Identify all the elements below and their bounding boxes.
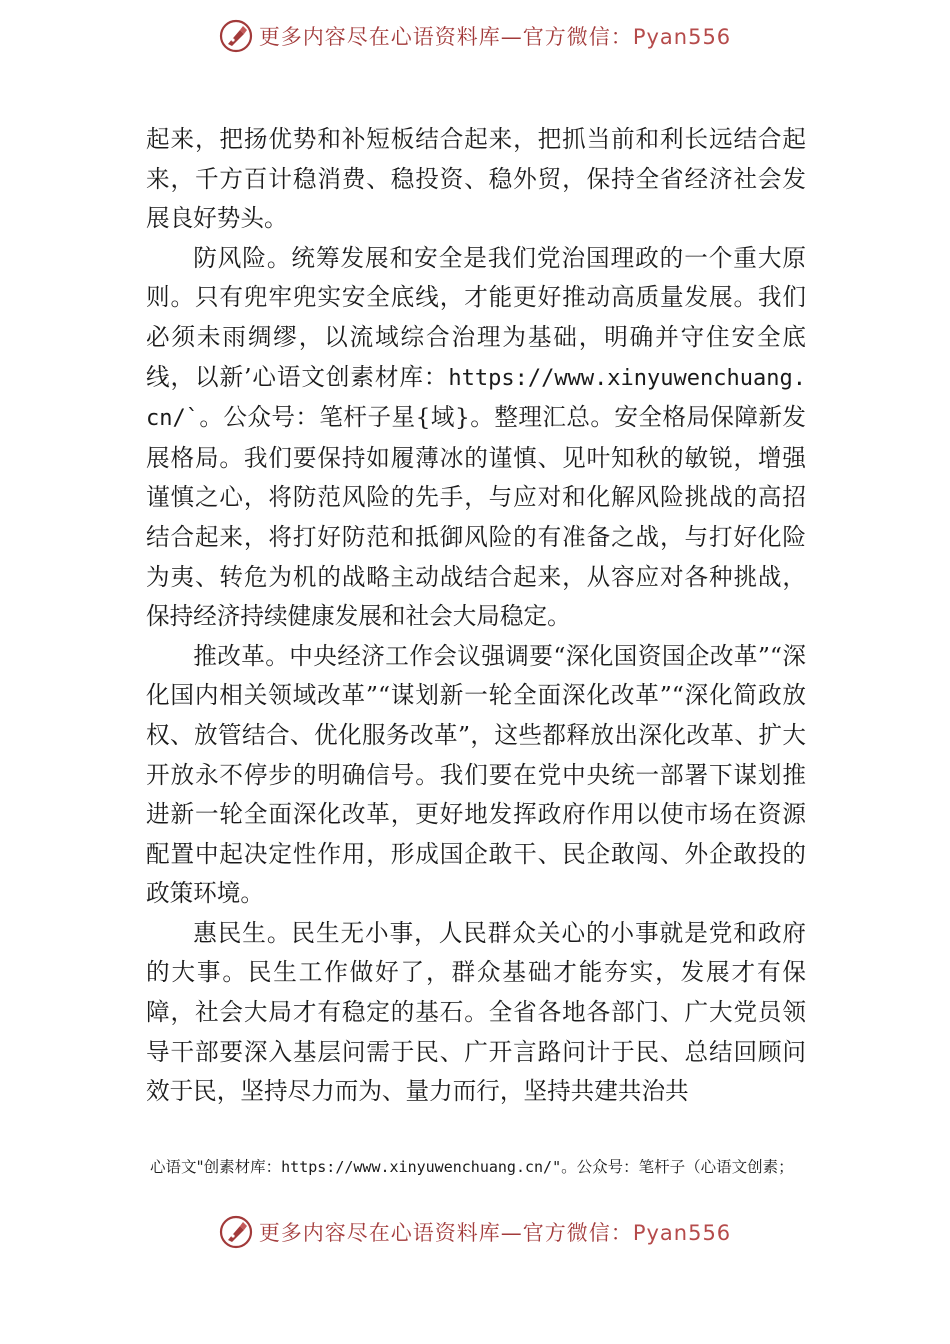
header-banner xyxy=(0,16,950,56)
paragraph-livelihood: 惠民生。民生无小事，人民群众关心的小事就是党和政府的大事。民生工作做好了，群众基础才能夯实，发展才有保障，社会大局才有稳定的基石。全省各地各部门、广大党员领导干部要深入基层问需于民、广开言路问计于民、总结回顾问效于民，坚持尽力而为、量力而行，坚持共建共治共 xyxy=(146,918,806,1106)
banner-wechat-id: Pyan556 xyxy=(632,25,732,49)
banner-text xyxy=(259,21,731,51)
paragraph-reform: 推改革。中央经济工作会议强调要“深化国资国企改革”“深化国内相关领域改革”“谋划新一轮全面深化改革”“深化简政放权、放管结合、优化服务改革”，这些都释放出深化改革、扩大开放永不停步的明确信号。我们要在党中央统一部署下谋划推进新一轮全面深化改革，更好地发挥政府作用以使市场在资源配置中起决定性作用，形成国企敢干、民企敢闯、外企敢投的政策环境。 xyxy=(146,641,806,908)
footer-url: https://www.xinyuwenchuang.cn/" xyxy=(281,1158,562,1176)
banner-text xyxy=(259,1217,731,1247)
fountain-pen-logo-icon xyxy=(219,19,253,53)
paragraph-risk-prevention xyxy=(146,239,806,637)
paragraph-risk-url-part1: https:// xyxy=(448,365,555,391)
paragraph-risk-url-part2: www.xinyuwenchuang.cn/` xyxy=(146,365,806,432)
document-body xyxy=(146,120,806,1112)
paragraph-continuation: 起来，把扬优势和补短板结合起来，把抓当前和利长远结合起来，千方百计稳消费、稳投资、稳外贸，保持全省经济社会发展良好势头。 xyxy=(146,125,806,233)
paragraph-risk-spread-text: 守住安全底线，以新’心语文创素材库： xyxy=(146,322,807,391)
fountain-pen-logo-icon xyxy=(219,1215,253,1249)
banner-promo-text: 更多内容尽在心语资料库—官方微信： xyxy=(258,25,633,49)
banner-promo-text: 更多内容尽在心语资料库—官方微信： xyxy=(258,1221,633,1245)
paragraph-risk-tail: 。公众号：笔杆子星{域}。整理汇总。安全格局保障新发展格局。我们要保持如履薄冰的谨慎、见叶知秋的敏锐，增强谨慎之心，将防范风险的先手，与应对和化解风险挑战的高招结合起来，将打好防范和抵御风险的有准备之战，与打好化险为夷、转危为机的战略主动战结合起来，从容应对各种挑战，保持经济持续健康发展和社会大局稳定。 xyxy=(146,403,806,631)
footer-suffix: 。公众号：笔杆子（心语文创素； xyxy=(561,1158,794,1176)
paragraph-risk-lead: 防风险。统筹发展和安全是我们党治国理政的一个重大原则。只有兜牢兜实安全底线，才能更好推动高质量发展。我们必须未雨绸缪，以流域综合治理为基础，明确并 xyxy=(146,243,806,351)
footer-banner xyxy=(0,1212,950,1252)
footer-prefix: 心语文"创素材库： xyxy=(150,1158,282,1176)
footer-watermark-line xyxy=(150,1156,830,1178)
banner-wechat-id: Pyan556 xyxy=(632,1221,732,1245)
